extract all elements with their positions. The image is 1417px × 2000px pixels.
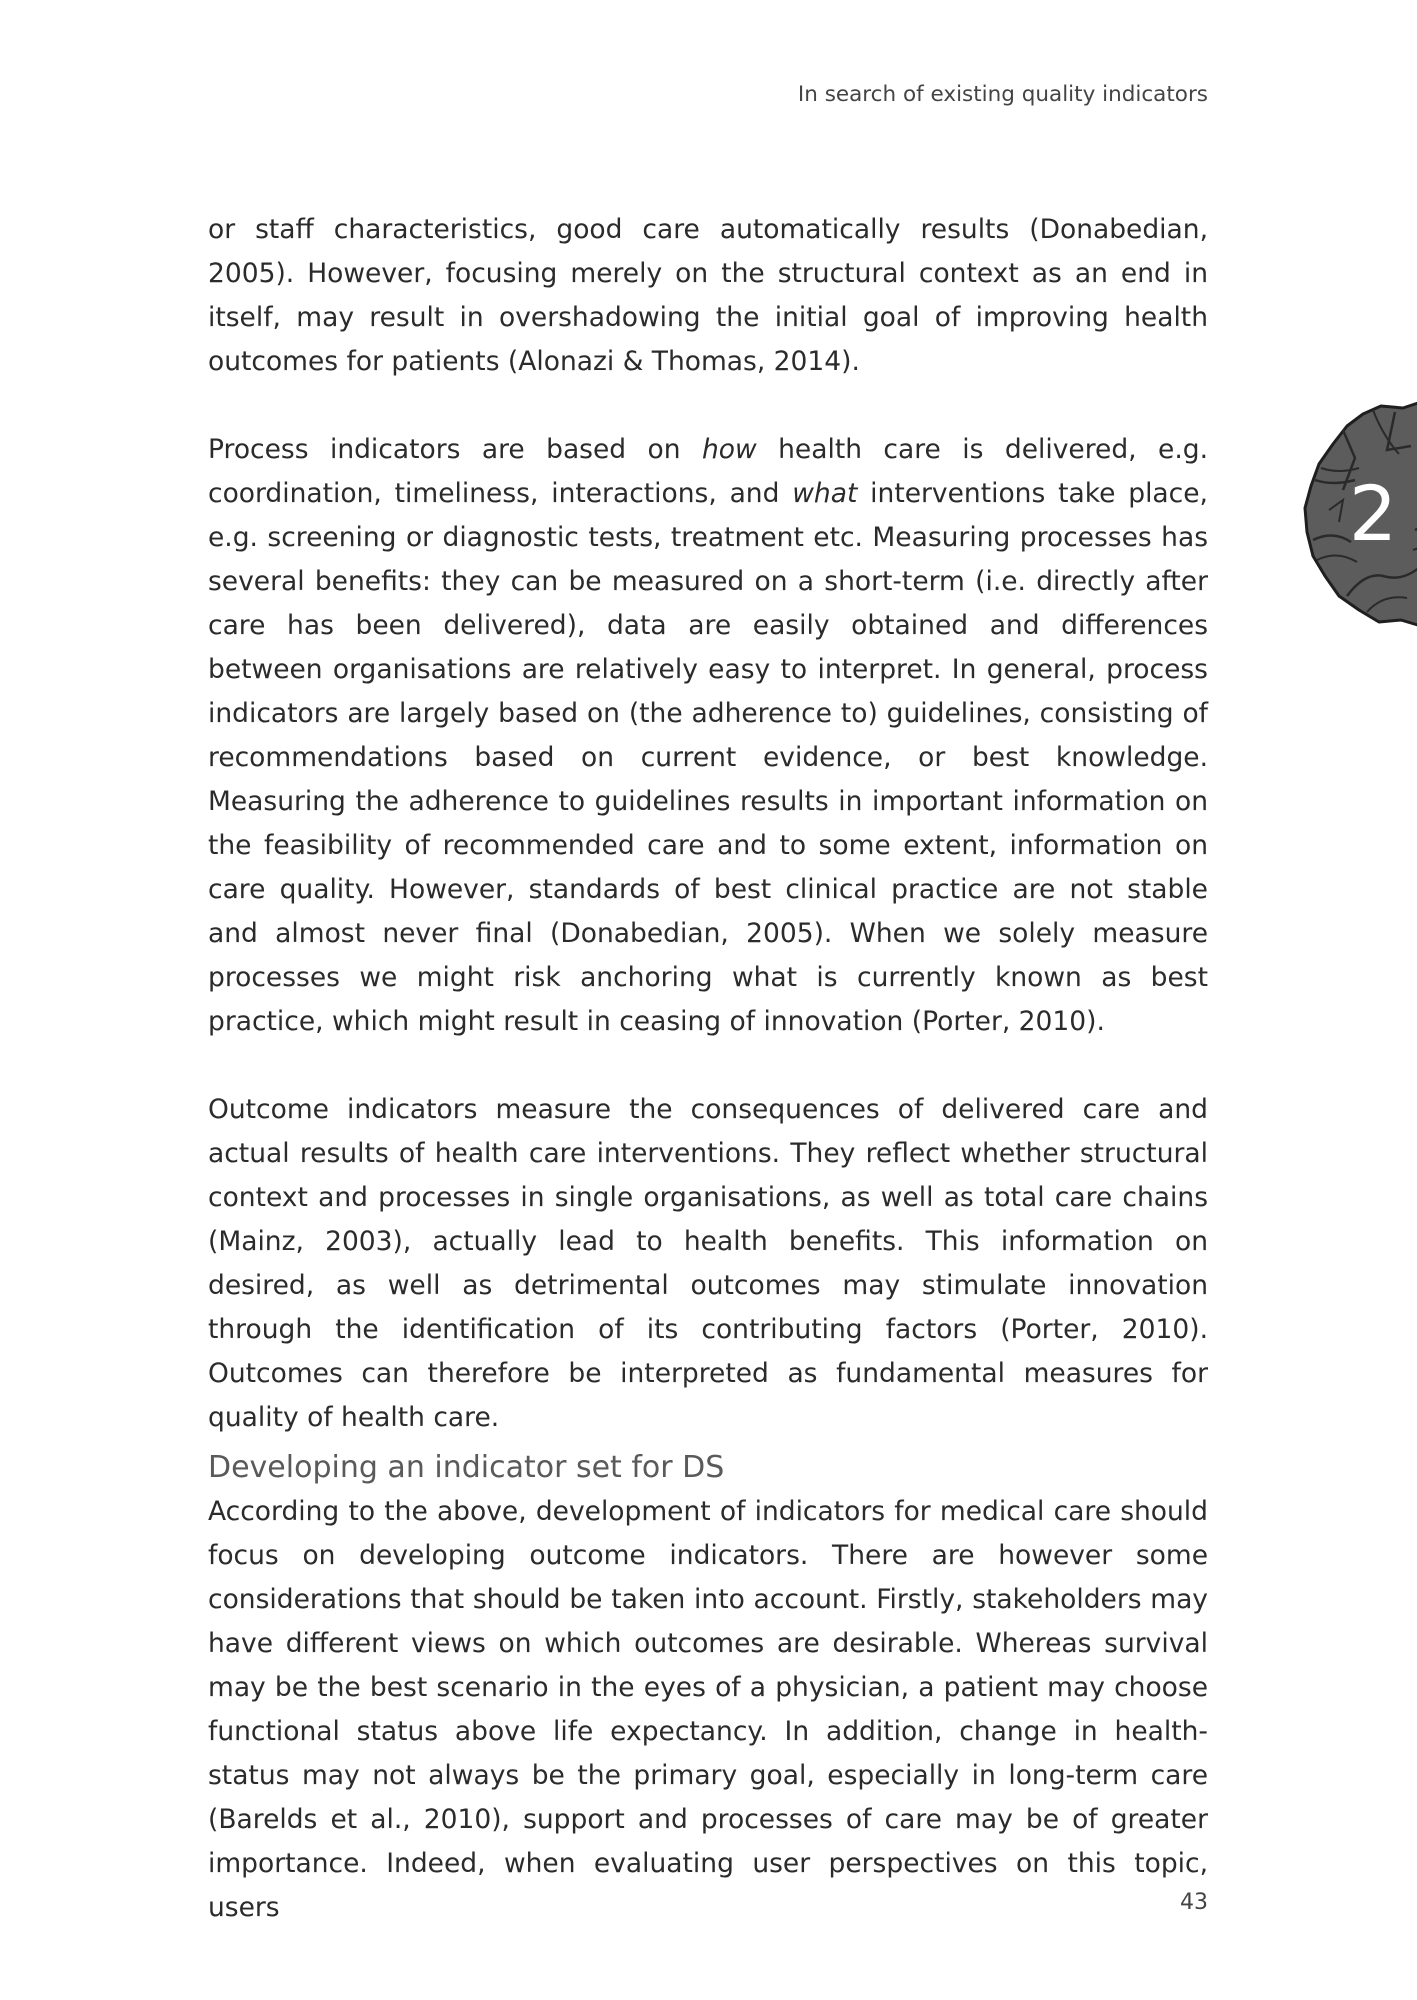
section-heading: Developing an indicator set for DS — [208, 1450, 725, 1485]
chapter-tab — [1303, 400, 1417, 630]
paragraph-outcome-indicators: Outcome indicators measure the consequences of delivered care and actual results of health care interventions. They reflect whether structural context and processes in single organisations, as well as total care chains (Mainz, 2003), actually lead to health benefits. This information on desired, as well as detrimental outcomes may stimulate innovation through the identification of its contributing factors (Porter, 2010). Outcomes can therefore be interpreted as fundamental measures for quality of health care. — [208, 1094, 1208, 1433]
chapter-number: 2 — [1348, 469, 1398, 558]
paragraph-indicator-set: According to the above, development of indicators for medical care should focus on developing outcome indicators. There are however some considerations that should be taken into account. Firstly, stakeholders may have different views on which outcomes are desirable. Whereas survival may be the best scenario in the eyes of a physician, a patient may choose functional status above life expectancy. In addition, change in health-status may not always be the primary goal, especially in long-term care (Barelds et al., 2010), support and processes of care may be of greater importance. Indeed, when evaluating user perspectives on this topic, users — [208, 1496, 1208, 1923]
paragraph-process-indicators — [208, 428, 1208, 1044]
text-run: Process indicators are based on — [208, 434, 702, 465]
emphasis-how: how — [702, 434, 757, 465]
running-header: In search of existing quality indicators — [797, 82, 1208, 107]
body-text — [208, 208, 1208, 1930]
chapter-badge-icon — [1303, 400, 1417, 630]
text-run: health care is delivered, e.g. coordination, timeliness, interactions, and — [208, 434, 1208, 509]
text-run: interventions take place, e.g. screening or diagnostic tests, treatment etc. Measuring processes has several benefits: they can be measured on a short-term (i.e. directly after care has been delivered), data are easily obtained and differences between organisations are relatively easy to interpret. In general, process indicators are largely based on (the adherence to) guidelines, consisting of recommendations based on current evidence, or best knowledge. Measuring the adherence to guidelines results in important information on the feasibility of recommended care and to some extent, information on care quality. However, standards of best clinical practice are not stable and almost never final (Donabedian, 2005). When we solely measure processes we might risk anchoring what is currently known as best practice, which might result in ceasing of innovation (Porter, 2010). — [208, 478, 1208, 1037]
emphasis-what: what — [792, 478, 858, 509]
paragraph: or staff characteristics, good care automatically results (Donabedian, 2005). However, focusing merely on the structural context as an end in itself, may result in overshadowing the initial goal of improving health outcomes for patients (Alonazi & Thomas, 2014). — [208, 214, 1208, 377]
page-number: 43 — [1180, 1890, 1208, 1915]
